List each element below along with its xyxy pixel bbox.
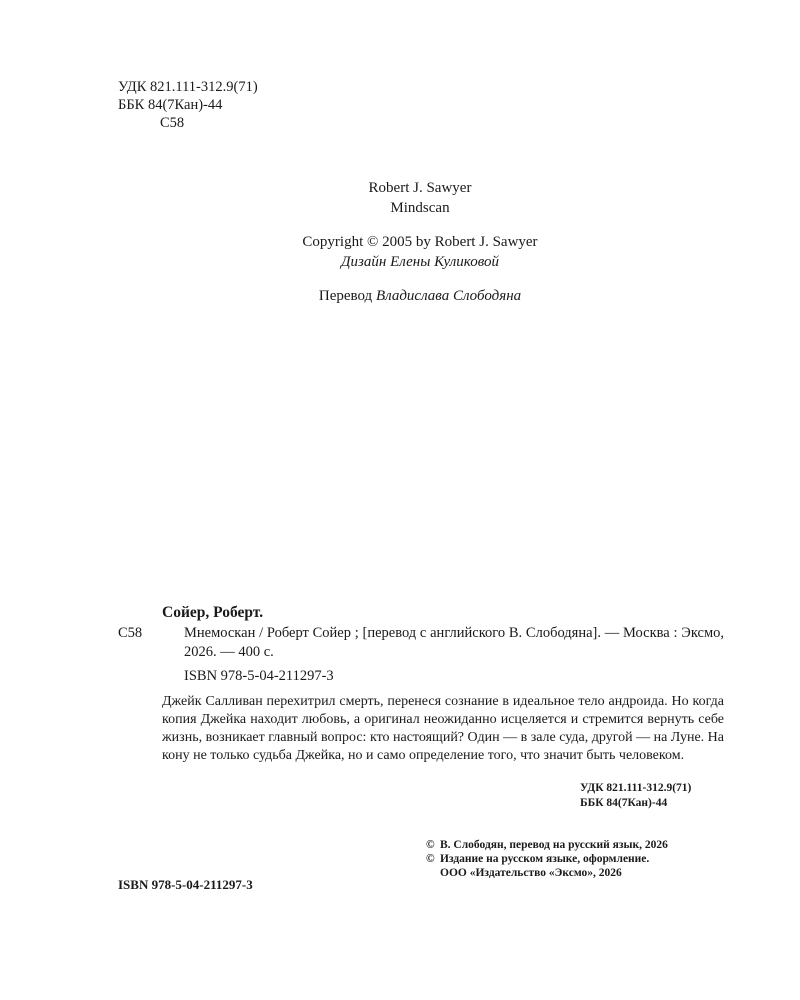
bottom-isbn: ISBN 978-5-04-211297-3 [118, 877, 253, 892]
bottom-udk-code: УДК 821.111-312.9(71) [580, 782, 692, 794]
translation-label: Перевод [318, 288, 373, 304]
biblio-isbn: ISBN 978-5-04-211297-3 [184, 668, 334, 684]
bottom-classification-block [580, 781, 691, 811]
biblio-description-row [118, 624, 724, 662]
design-label: Дизайн [340, 254, 387, 270]
edition-copyright [426, 852, 736, 880]
original-title: Mindscan [390, 200, 450, 216]
design-credit [0, 252, 800, 272]
translation-copyright-text: В. Слободян, перевод на русский язык, 2026 [440, 839, 668, 851]
bibliographic-record [118, 603, 724, 765]
biblio-author-heading: Сойер, Роберт. [162, 604, 264, 621]
edition-copyright-line2: ООО «Издательство «Эксмо», 2026 [440, 867, 622, 879]
designer-name: Елены Куликовой [390, 254, 500, 270]
copyright-design-block [0, 232, 800, 272]
bottom-bbk-code: ББК 84(7Кан)-44 [580, 797, 668, 809]
top-classification-block [118, 78, 258, 132]
copyright-mark: © [426, 853, 435, 865]
edition-copyright-line1: Издание на русском языке, оформление. [440, 853, 650, 865]
translator-name: Владислава Слободяна [375, 288, 522, 304]
original-copyright: Copyright © 2005 by Robert J. Sawyer [302, 234, 538, 250]
biblio-author-sign: С58 [118, 625, 143, 641]
author-sign: С58 [160, 115, 185, 131]
copyright-mark: © [426, 839, 435, 851]
original-author: Robert J. Sawyer [368, 180, 472, 196]
bbk-code: ББК 84(7Кан)-44 [118, 97, 223, 113]
copyright-notices [426, 838, 736, 880]
original-author-title-block [0, 178, 800, 218]
biblio-description: Мнемоскан / Роберт Сойер ; [перевод с английского В. Слободяна]. — Москва : Эксмо, 2026. — 400 с. [184, 625, 724, 660]
udk-code: УДК 821.111-312.9(71) [118, 79, 258, 95]
book-annotation: Джейк Салливан перехитрил смерть, перенеся сознание в идеальное тело андроида. Но когда копия Джейка находит любовь, а оригинал неожиданно исцеляется и стремится вернуть себе жизнь, возникает главный вопрос: кто настоящий? Один — в зале суда, другой — на Луне. На кону не только судьба Джейка, но и само определение того, что значит быть человеком. [162, 694, 724, 763]
translation-copyright [426, 838, 736, 852]
translation-credit [0, 286, 800, 306]
